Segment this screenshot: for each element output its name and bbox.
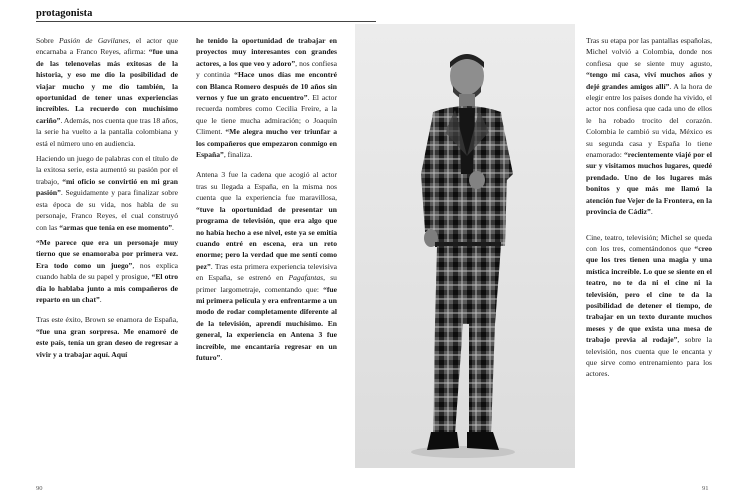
paragraph (196, 169, 337, 363)
paragraph (36, 35, 178, 149)
text-run: , sobre la televisión, nos cuenta que le encanta y que sirve como entrenamiento para los actores. (586, 335, 713, 379)
text-run: Haciendo un juego de palabras con el título de la exitosa serie, esta aumentó su pasión por el trabajo, (36, 154, 178, 186)
paragraph (586, 35, 712, 218)
text-run: Tras su etapa por las pantallas españolas, Michel volvió a Colombia, donde nos confiesa que se siente muy agusto, (586, 36, 712, 68)
text-run: . A la hora de elegir entre los países donde ha vivido, el actor nos confiesa que cada uno de ellos le ha robado trocito del corazón. Colombia le cambió su vida, México es su segunda casa y España lo tiene enamorado: (586, 81, 712, 160)
text-run: , finaliza. (223, 150, 253, 160)
text-run: Sobre (36, 36, 59, 45)
quote: “tengo mi casa, viví muchos años y dejé grandes amigos allí” (586, 70, 712, 91)
quote: “recientemente viajé por el sur y visitamos muchos lugares, quedé prendado. Uno de los lugares más bonitos y que más me llamó la atención fue Vejer de la Frontera, en la provincia de Cádiz” (586, 150, 712, 217)
quote: “armas que tenía en ese momento” (59, 222, 173, 232)
text-run: Tras este éxito, Brown se enamora de España, (36, 315, 178, 325)
text-run: Cine, teatro, televisión; Michel se queda con los tres, comentándonos que (586, 232, 712, 253)
article-column-1 (36, 35, 178, 364)
quote: “El otro día lo hablaba junto a mis compañeros de reparto en un chat” (36, 272, 178, 304)
text-run: . El actor recuerda nombres como Cecilia Freire, a la que le tiene mucha admiración; o Joaquín Climent. (196, 93, 337, 137)
text-run: . Además, nos cuenta que tras 18 años, la serie ha vuelto a la pantalla colombiana y está el número uno en audiencia. (36, 115, 178, 148)
quote: “tuve la oportunidad de presentar un programa de televisión, que era algo que no había hecho a ese nivel, este ya se emitía cuando entré en escena, era un reto enorme; pero la verdad que me sentí como pez” (196, 204, 337, 271)
quote: “Me parece que era un personaje muy tierno que se enamoraba por primera vez. Era todo como un juego” (36, 237, 178, 270)
text-run: Antena 3 fue la cadena que acogió al actor tras su llegada a España, en la misma nos cuenta que la experiencia fue maravillosa, (196, 170, 337, 203)
text-run: , el actor que encarnaba a Franco Reyes, afirma: (36, 36, 178, 57)
page-number-left: 90 (36, 485, 43, 492)
paragraph (196, 35, 337, 160)
quote: “mi oficio se convirtió en mi gran pasión” (36, 176, 178, 198)
quote: “fue una gran sorpresa. Me enamoré de este país, tenía un gran deseo de regresar a vivir y a trabajar aquí. Aquí (36, 326, 178, 359)
section-label: protagonista (36, 8, 93, 19)
paragraph (36, 237, 178, 305)
text-run: , su primer largometraje, comentando que: (196, 273, 337, 294)
quote: he tenido la oportunidad de trabajar en proyectos muy interesantes con grandes actores, a los que veo y adoro” (196, 36, 337, 68)
article-column-3 (586, 35, 712, 384)
section-divider (36, 21, 376, 22)
text-run: . (172, 222, 174, 232)
paragraph (586, 232, 712, 380)
quote: “fue mi primera película y era enfrentarme a un modo de rodar completamente diferente al de la televisión, aprendí muchísimo. En general, la experiencia en Antena 3 fue increíble, me encantaría regresar en un futuro” (196, 284, 337, 362)
text-run: , nos confiesa y continúa (196, 58, 337, 80)
text-run: , nos explica cuando habla de su papel y prosigue, (36, 260, 178, 282)
series-title: Pasión de Gavilanes (59, 36, 129, 45)
quote: “Me alegra mucho ver triunfar a los compañeros que empezaron conmigo en España” (196, 127, 337, 160)
paragraph (36, 314, 178, 360)
text-run: . (99, 294, 102, 304)
quote: “fue una de las telenovelas más exitosas de la historia, y eso me dio la posibilidad de viajar mucho y me dio también, la oportunidad de tener unas experiencias increíbles. La recuerdo con muchísimo cariño” (36, 47, 178, 125)
quote: “creo que los tres tienen una magia y una mística increíble. Lo que se siente en el teatro, no te da ni el cine ni la televisión, pero el cine te da la posibilidad de detener el tiempo, de trabajar en un texto durante muchos meses y de que exista una mesa de trabajo previa al rodaje” (586, 243, 712, 345)
film-title: Pagafantas (288, 273, 324, 283)
actor-in-plaid-suit-illustration (355, 24, 575, 468)
paragraph (36, 153, 178, 233)
text-run: . Seguidamente y para finalizar sobre esta época de su vida, nos habla de su personaje, Franco Reyes, el cual construyó con las (36, 188, 178, 232)
text-run: . (650, 207, 653, 217)
quote: “Hace unos días me encontré con Blanca Romero después de 10 años sin vernos y fue un grato encuentro” (196, 70, 337, 103)
portrait-photo (355, 24, 575, 468)
page-number-right: 91 (702, 485, 709, 492)
article-column-2 (196, 35, 337, 367)
text-run: . Tras esta primera experiencia televisiva en España, se estrenó en (196, 261, 337, 283)
text-run: . (220, 352, 223, 362)
